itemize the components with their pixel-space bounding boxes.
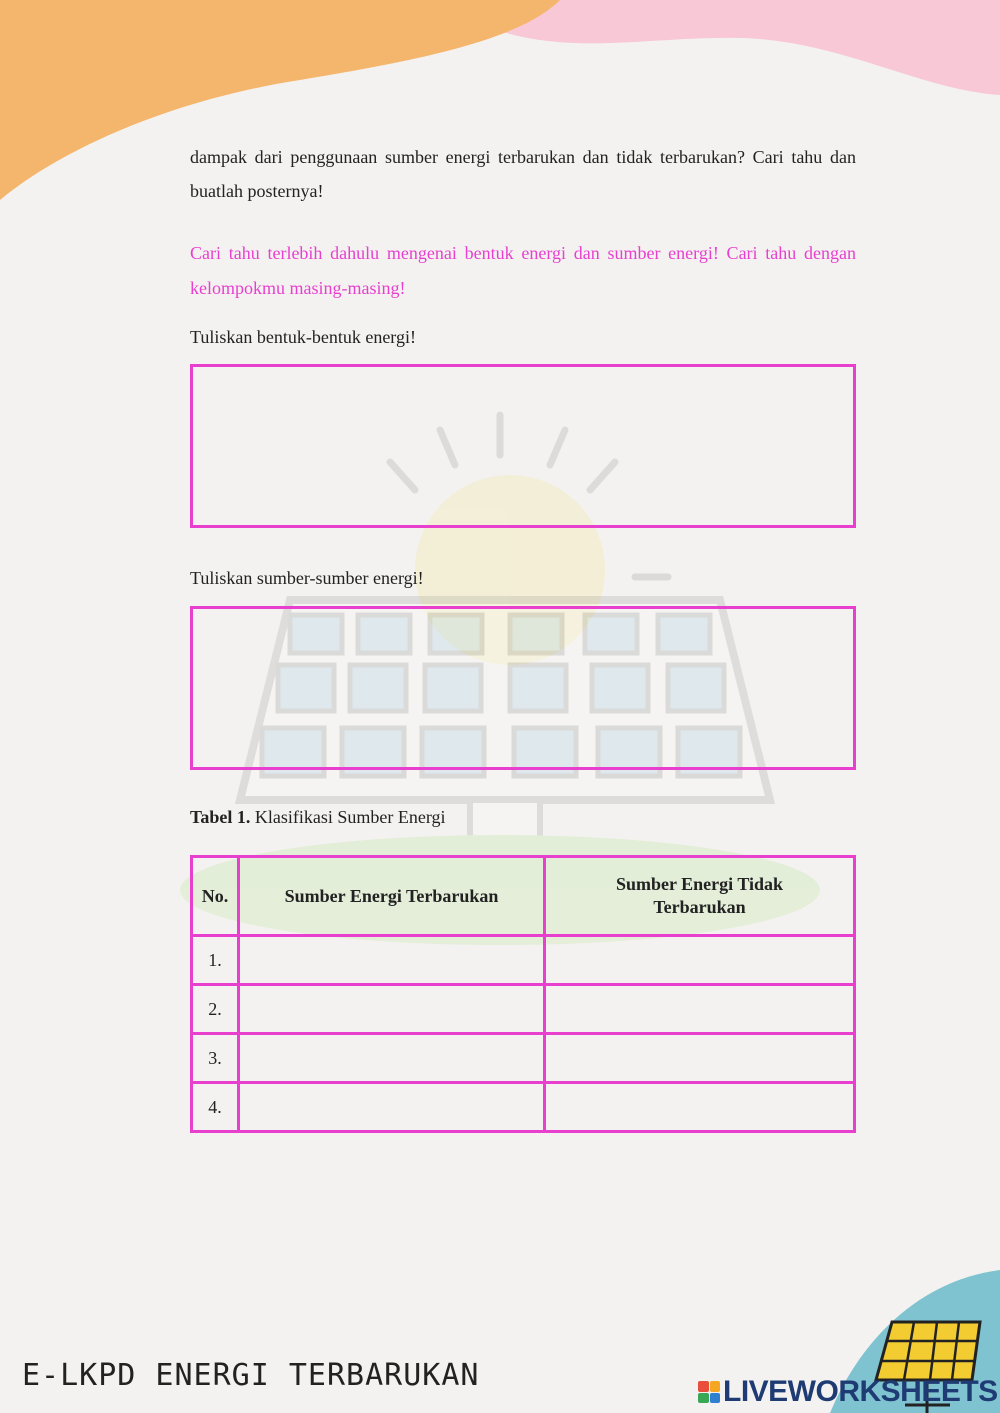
table-row xyxy=(192,936,855,985)
question-energy-sources: Tuliskan sumber-sumber energi! xyxy=(190,568,424,588)
intro-paragraph: dampak dari penggunaan sumber energi terbarukan dan tidak terbarukan? Cari tahu dan buatlah posternya! xyxy=(190,147,856,201)
liveworksheets-logo-text: LIVEWORKSHEETS xyxy=(723,1375,998,1408)
table-caption xyxy=(190,806,446,828)
table-caption-text: Klasifikasi Sumber Energi xyxy=(254,807,446,827)
renewable-cell[interactable] xyxy=(239,1083,545,1132)
table-row xyxy=(192,985,855,1034)
row-number: 3. xyxy=(192,1034,239,1083)
energy-sources-answer-box[interactable] xyxy=(190,606,856,770)
header-nonrenewable xyxy=(545,857,855,936)
nonrenewable-cell[interactable] xyxy=(545,985,855,1034)
renewable-cell[interactable] xyxy=(239,936,545,985)
nonrenewable-cell[interactable] xyxy=(545,1034,855,1083)
energy-classification-table xyxy=(190,855,856,1133)
table-header-row xyxy=(192,857,855,936)
renewable-cell[interactable] xyxy=(239,985,545,1034)
table-caption-label: Tabel 1. xyxy=(190,807,251,827)
nonrenewable-cell[interactable] xyxy=(545,1083,855,1132)
liveworksheets-logo[interactable] xyxy=(698,1375,998,1409)
row-number: 1. xyxy=(192,936,239,985)
nonrenewable-cell[interactable] xyxy=(545,936,855,985)
liveworksheets-logo-icon xyxy=(698,1381,720,1403)
table-row xyxy=(192,1083,855,1132)
instruction-paragraph: Cari tahu terlebih dahulu mengenai bentuk energi dan sumber energi! Cari tahu dengan kelompokmu masing-masing! xyxy=(190,243,856,298)
header-nonrenewable-label: Sumber Energi Tidak Terbarukan xyxy=(615,874,784,917)
header-no: No. xyxy=(192,857,239,936)
renewable-cell[interactable] xyxy=(239,1034,545,1083)
pink-corner-blob xyxy=(470,0,1000,95)
table-row xyxy=(192,1034,855,1083)
energy-forms-answer-box[interactable] xyxy=(190,364,856,528)
row-number: 4. xyxy=(192,1083,239,1132)
footer-title: E-LKPD ENERGI TERBARUKAN xyxy=(22,1358,480,1393)
question-energy-forms: Tuliskan bentuk-bentuk energi! xyxy=(190,327,416,347)
header-renewable: Sumber Energi Terbarukan xyxy=(239,857,545,936)
row-number: 2. xyxy=(192,985,239,1034)
